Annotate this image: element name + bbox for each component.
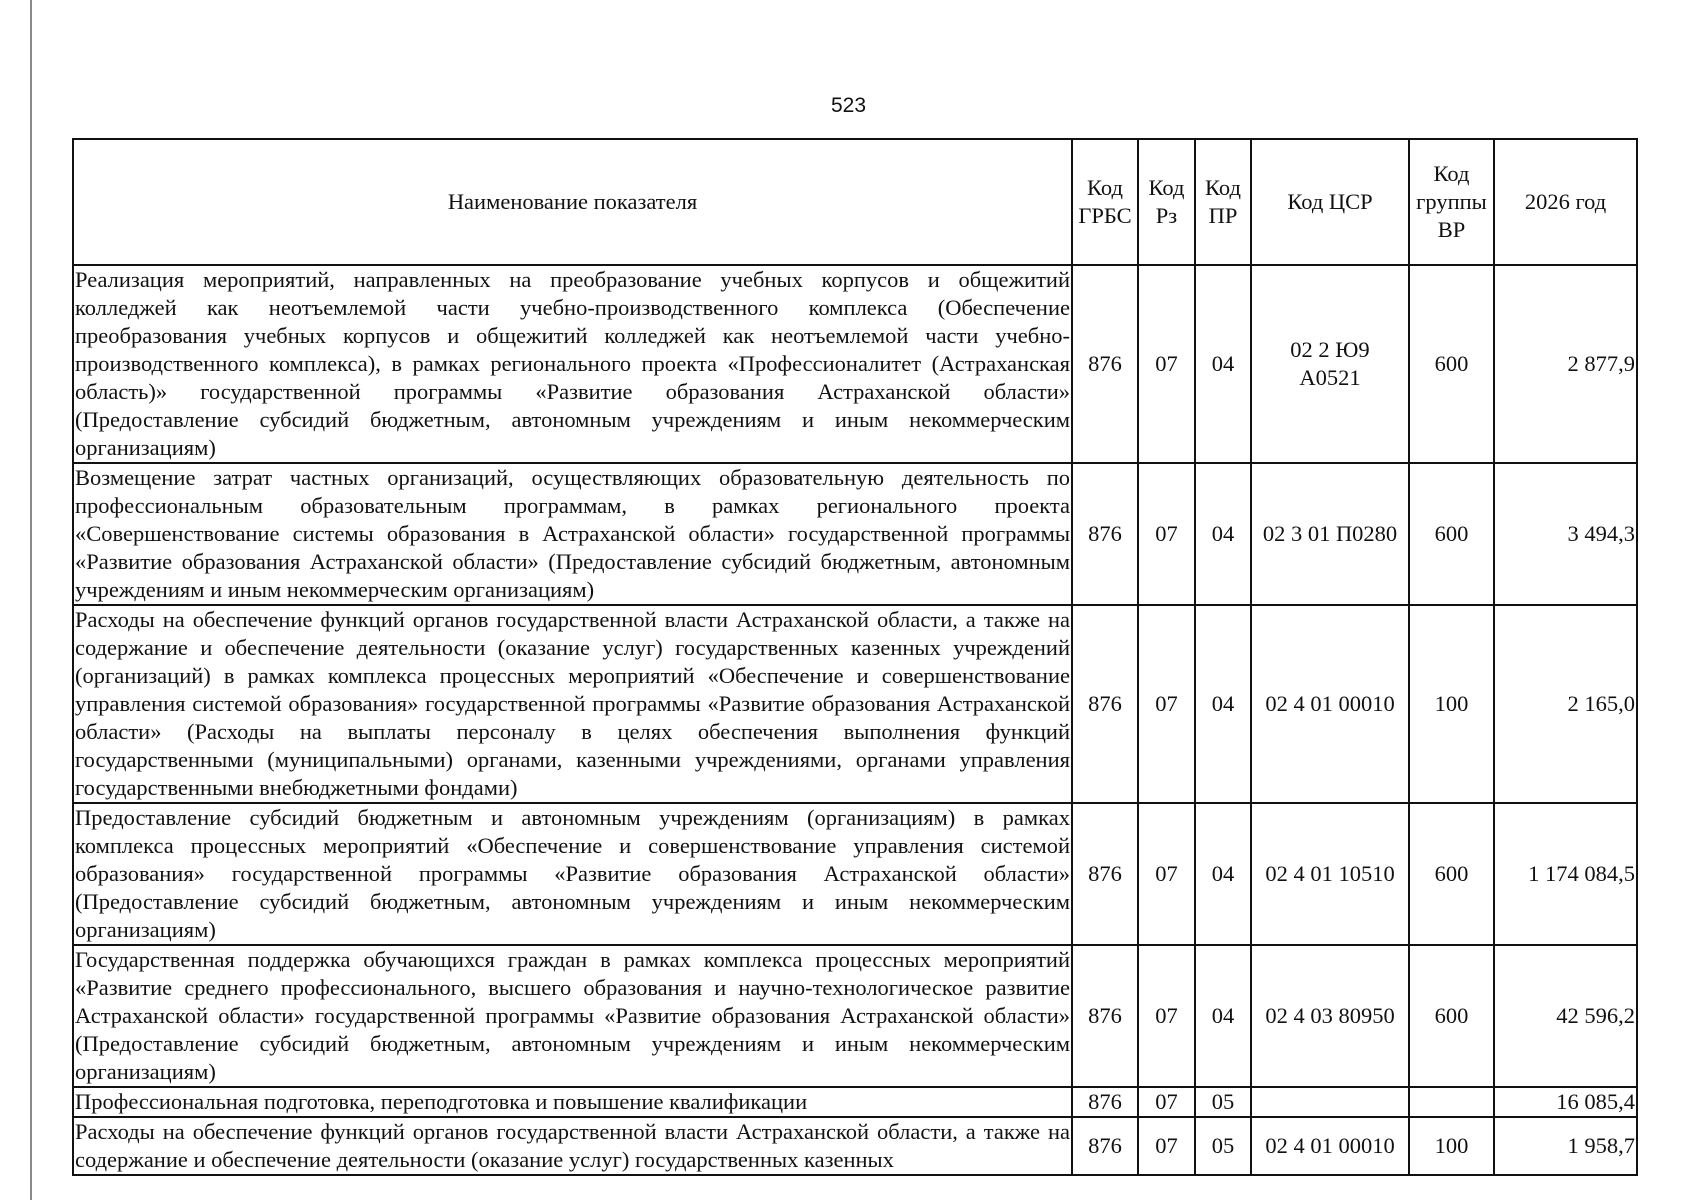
row-pr: 04 [1195,803,1251,945]
table-row [73,605,1637,803]
row-rz: 07 [1138,463,1195,605]
row-vr: 600 [1409,265,1494,463]
header-pr: Код ПР [1195,139,1251,265]
header-year: 2026 год [1494,139,1637,265]
header-grbs: Код ГРБС [1072,139,1138,265]
row-sum: 1 958,7 [1494,1117,1637,1175]
table-row [73,945,1637,1087]
row-rz: 07 [1138,1117,1195,1175]
row-csr: 02 4 01 00010 [1251,1117,1409,1175]
row-rz: 07 [1138,803,1195,945]
table-row [73,265,1637,463]
row-pr: 05 [1195,1117,1251,1175]
row-grbs: 876 [1072,1087,1138,1117]
row-rz: 07 [1138,605,1195,803]
table-row [73,803,1637,945]
row-vr: 600 [1409,463,1494,605]
row-rz: 07 [1138,945,1195,1087]
table-row [73,463,1637,605]
row-rz: 07 [1138,1087,1195,1117]
row-rz: 07 [1138,265,1195,463]
row-grbs: 876 [1072,265,1138,463]
row-grbs: 876 [1072,1117,1138,1175]
row-name: Расходы на обеспечение функций органов государственной власти Астраханской области, а также на содержание и обеспечение деятельности (оказание услуг) государственных казенных учреждений (организаций) в рамках комплекса процессных мероприятий «Обеспечение и совершенствование управления системой образования» государственной программы «Развитие образования Астраханской области» (Расходы на выплаты персоналу в целях обеспечения выполнения функций государственными (муниципальными) органами, казенными учреждениями, органами управления государственными внебюджетными фондами) [73,605,1072,803]
row-grbs: 876 [1072,463,1138,605]
row-csr: 02 4 01 00010 [1251,605,1409,803]
row-name: Расходы на обеспечение функций органов государственной власти Астраханской области, а также на содержание и обеспечение деятельности (оказание услуг) государственных казенных [73,1117,1072,1175]
row-name: Государственная поддержка обучающихся граждан в рамках комплекса процессных мероприятий «Развитие среднего профессионального, высшего образования и научно-технологическое развитие Астраханской области» государственной программы «Развитие образования Астраханской области» (Предоставление субсидий бюджетным, автономным учреждениям и иным некоммерческим организациям) [73,945,1072,1087]
header-vr: Код группы ВР [1409,139,1494,265]
row-sum: 42 596,2 [1494,945,1637,1087]
table-header-row [73,139,1637,265]
row-sum: 2 165,0 [1494,605,1637,803]
row-name: Предоставление субсидий бюджетным и автономным учреждениям (организациям) в рамках комплекса процессных мероприятий «Обеспечение и совершенствование управления системой образования» государственной программы «Развитие образования Астраханской области» (Предоставление субсидий бюджетным, автономным учреждениям и иным некоммерческим организациям) [73,803,1072,945]
row-pr: 04 [1195,265,1251,463]
row-name: Возмещение затрат частных организаций, осуществляющих образовательную деятельность по профессиональным образовательным программам, в рамках регионального проекта «Совершенствование системы образования в Астраханской области» государственной программы «Развитие образования Астраханской области» (Предоставление субсидий бюджетным, автономным учреждениям и иным некоммерческим организациям) [73,463,1072,605]
page-number: 523 [830,94,867,117]
table-row [73,1117,1637,1175]
header-csr: Код ЦСР [1251,139,1409,265]
row-sum: 1 174 084,5 [1494,803,1637,945]
row-vr: 100 [1409,1117,1494,1175]
budget-table [72,138,1638,1176]
row-grbs: 876 [1072,803,1138,945]
row-csr: 02 2 Ю9 А0521 [1251,265,1409,463]
row-grbs: 876 [1072,945,1138,1087]
row-csr [1251,1087,1409,1117]
row-pr: 04 [1195,463,1251,605]
row-vr: 600 [1409,945,1494,1087]
row-vr: 100 [1409,605,1494,803]
row-vr [1409,1087,1494,1117]
row-name: Профессиональная подготовка, переподготовка и повышение квалификации [73,1087,1072,1117]
row-vr: 600 [1409,803,1494,945]
row-sum: 16 085,4 [1494,1087,1637,1117]
header-rz: Код Рз [1138,139,1195,265]
row-grbs: 876 [1072,605,1138,803]
row-csr: 02 4 03 80950 [1251,945,1409,1087]
row-pr: 04 [1195,605,1251,803]
left-margin-line [30,0,32,1200]
row-name: Реализация мероприятий, направленных на преобразование учебных корпусов и общежитий колледжей как неотъемлемой части учебно-производственного комплекса (Обеспечение преобразования учебных корпусов и общежитий колледжей как неотъемлемой части учебно-производственного комплекса), в рамках регионального проекта «Профессионалитет (Астраханская область)» государственной программы «Развитие образования Астраханской области» (Предоставление субсидий бюджетным, автономным учреждениям и иным некоммерческим организациям) [73,265,1072,463]
header-name: Наименование показателя [73,139,1072,265]
row-pr: 04 [1195,945,1251,1087]
row-sum: 2 877,9 [1494,265,1637,463]
row-pr: 05 [1195,1087,1251,1117]
row-csr: 02 4 01 10510 [1251,803,1409,945]
row-sum: 3 494,3 [1494,463,1637,605]
table-row [73,1087,1637,1117]
row-csr: 02 3 01 П0280 [1251,463,1409,605]
